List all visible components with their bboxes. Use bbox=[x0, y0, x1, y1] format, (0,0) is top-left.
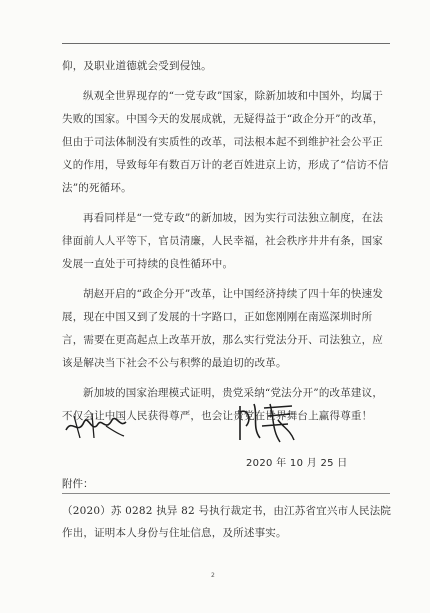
paragraph-singapore: 再看同样是“一党专政”的新加坡，因为实行司法独立制度，在法律面前人人平等下，官员清廉，人民幸福，社会秩序井井有条，国家发展一直处于可持续的良性循环中。 bbox=[62, 212, 384, 270]
paragraph-reform: 胡赵开启的“政企分开”改革，让中国经济持续了四十年的快速发展，现在中国又到了发展的十字路口，正如您刚刚在南巡深圳时所言，需要在更高起点上改革开放，那么实行党法分开、司法独立，应该是解决当下社会不公与积弊的最迫切的改革。 bbox=[62, 288, 384, 369]
attachment-rule bbox=[62, 493, 390, 494]
paragraph-one-party-states: 纵观全世界现存的“一党专政”国家，除新加坡和中国外，均属于失败的国家。中国今天的发展成就，无疑得益于“政企分开”的改革，但由于司法体制没有实质性的改革，司法根本起不到维护社会公平正义的作用，导致每年有数百万计的老百姓进京上访，形成了“信访不信法”的死循环。 bbox=[62, 90, 389, 194]
header-rule bbox=[62, 43, 390, 44]
handwritten-signature-left bbox=[62, 408, 130, 442]
attachment-text: （2020）苏 0282 执异 82 号执行裁定书，由江苏省宜兴市人民法院作出，证明本人身份与住址信息，及所述事实。 bbox=[62, 505, 392, 539]
paragraph-continuation: 仰，及职业道德就会受到侵蚀。 bbox=[62, 60, 212, 72]
attachment-label: 附件： bbox=[62, 478, 94, 490]
handwritten-signature-right bbox=[234, 400, 298, 446]
letter-date: 2020 年 10 月 25 日 bbox=[246, 458, 348, 469]
letter-body bbox=[62, 55, 392, 435]
paragraph-conclusion: 新加坡的国家治理模式证明，贵党采纳“党法分开”的改革建议，不仅会让中国人民获得尊严，也会让贵党在世界舞台上赢得尊重！ bbox=[62, 387, 384, 422]
page-number: 2 bbox=[211, 572, 215, 579]
